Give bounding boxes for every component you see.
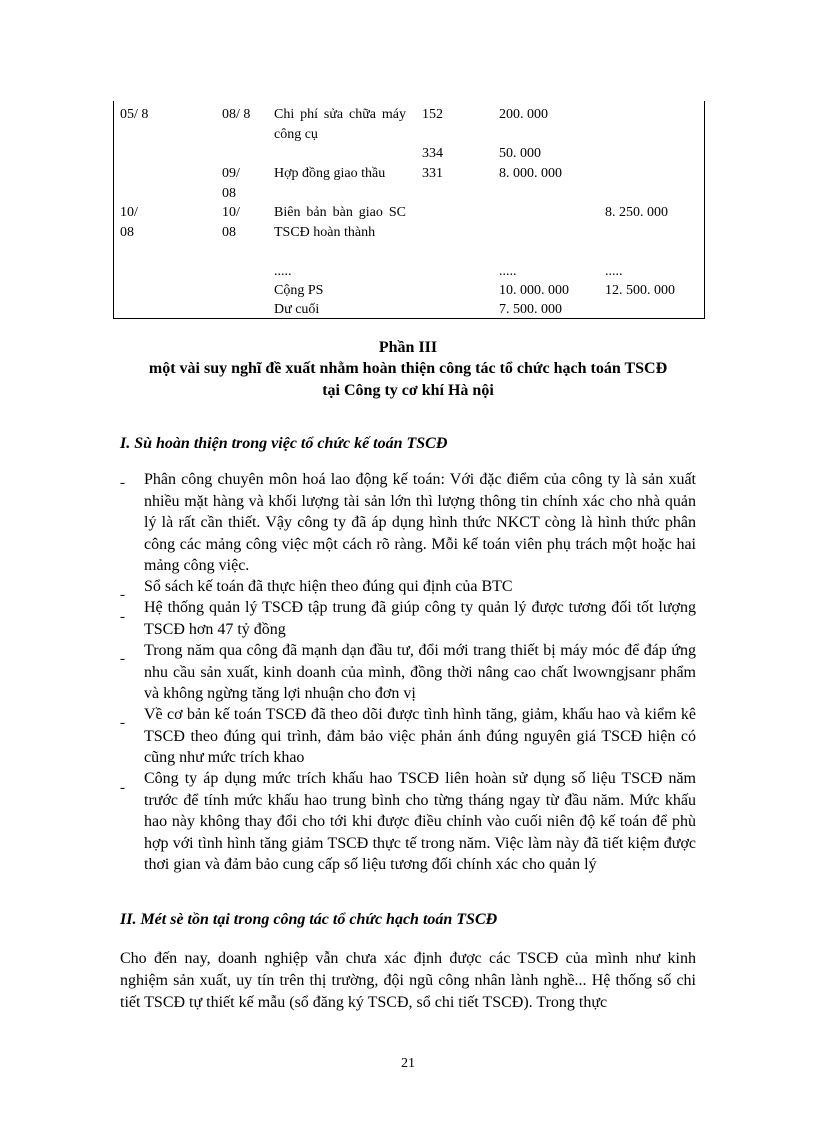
- ledger-closing-balance: 7. 500. 000: [499, 302, 562, 317]
- ledger-total-label: Cộng PS: [274, 283, 324, 298]
- ledger-description: Biên bản bàn giao SC TSCĐ hoàn thành: [274, 205, 406, 240]
- bullet-marker: -: [120, 780, 125, 796]
- ledger-account: 152: [422, 107, 443, 122]
- ledger-description: Hợp đồng giao thầu: [274, 166, 386, 181]
- ledger-credit: .....: [605, 264, 623, 279]
- ledger-debit: .....: [499, 264, 517, 279]
- bullet-marker: -: [120, 715, 125, 731]
- section-2-title: II. Mét sè tồn tại trong công tác tổ chức hạch toán TSCĐ: [120, 911, 498, 928]
- ledger-cell: 05/ 8: [120, 107, 149, 122]
- ledger-cell: 09/ 08: [222, 166, 240, 201]
- ledger-cell: 10/ 08: [222, 205, 240, 240]
- ledger-closing-label: Dư cuối: [274, 302, 320, 317]
- section-1-item: Về cơ bản kế toán TSCĐ đã theo dõi được tình hình tăng, giảm, khấu hao và kiểm kê TSCĐ theo đúng qui trình, đảm bảo việc phản ánh đúng nguyên giá TSCĐ hiện có cũng như mức trích khao: [144, 706, 696, 766]
- section-1-title: I. Sù hoàn thiện trong việc tổ chức kế toán TSCĐ: [120, 435, 448, 452]
- part-title: Phần III: [378, 339, 438, 356]
- ledger-debit: 8. 000. 000: [499, 166, 562, 181]
- section-1-item: Công ty áp dụng mức trích khấu hao TSCĐ liên hoàn sử dụng số liệu TSCĐ năm trước để tính mức khấu hao trung bình cho từng tháng ngay từ đầu năm. Mức khấu hao này không thay đổi cho tới khi được điều chỉnh vào cuối niên độ kế toán để phù hợp với tình hình tăng giảm TSCĐ thực tế trong năm. Việc làm này đã tiết kiệm được thơi gian và đảm bảo cung cấp số liệu tương đối chính xác cho quản lý: [144, 770, 696, 873]
- ledger-cell: 10/ 08: [120, 205, 138, 240]
- section-1-item: Phân công chuyên môn hoá lao động kế toán: Với đặc điểm của công ty là sản xuất nhiều mặt hàng và khối lượng tài sản lớn thì lượng thông tin chính xác cho nhà quản lý là rất cần thiết. Vậy công ty đã áp dụng hình thức NKCT còng là hình thức phân công các mảng công việc một cách rõ ràng. Mỗi kế toán viên phụ trách một hoặc hai mảng công việc.: [144, 471, 696, 574]
- ledger-debit: 50. 000: [499, 146, 541, 161]
- ledger-credit: 8. 250. 000: [605, 205, 668, 220]
- bullet-marker: -: [120, 587, 125, 603]
- page-number: 21: [401, 1056, 415, 1071]
- section-1-item: Sổ sách kế toán đã thực hiện theo đúng qui định của BTC: [144, 578, 513, 595]
- ledger-credit-total: 12. 500. 000: [605, 283, 675, 298]
- bullet-marker: -: [120, 651, 125, 667]
- ledger-description: .....: [274, 264, 292, 279]
- ledger-debit: 200. 000: [499, 107, 548, 122]
- ledger-table: [113, 101, 705, 319]
- ledger-debit-total: 10. 000. 000: [499, 283, 569, 298]
- bullet-marker: -: [120, 475, 125, 491]
- part-subtitle-line-2: tại Công ty cơ khí Hà nội: [322, 382, 494, 399]
- ledger-description: Chi phí sửa chữa máy công cụ: [274, 107, 406, 142]
- ledger-account: 334: [422, 146, 443, 161]
- ledger-cell: 08/ 8: [222, 107, 251, 122]
- section-2-paragraph: Cho đến nay, doanh nghiệp vẫn chưa xác định được các TSCĐ của mình như kinh nghiệm sản xuất, uy tín trên thị trường, đội ngũ công nhân lành nghề... Hệ thống số chi tiết TSCĐ tự thiết kế mẫu (sổ đăng ký TSCĐ, sổ chi tiết TSCĐ). Trong thực: [120, 950, 696, 1011]
- ledger-account: 331: [422, 166, 443, 181]
- section-1-item: Hệ thống quản lý TSCĐ tập trung đã giúp công ty quản lý được tương đối tốt lượng TSCĐ hơn 47 tỷ đồng: [144, 599, 696, 638]
- part-subtitle-line-1: một vài suy nghĩ đề xuất nhằm hoàn thiện công tác tổ chức hạch toán TSCĐ: [148, 360, 668, 377]
- section-1-item: Trong năm qua công đã mạnh dạn đầu tư, đổi mới trang thiết bị máy móc để đáp ứng nhu cầu sản xuất, kinh doanh của mình, đồng thời nâng cao chất lwowngjsanr phẩm và không ngừng tăng lợi nhuận cho đơn vị: [144, 642, 696, 702]
- bullet-marker: -: [120, 609, 125, 625]
